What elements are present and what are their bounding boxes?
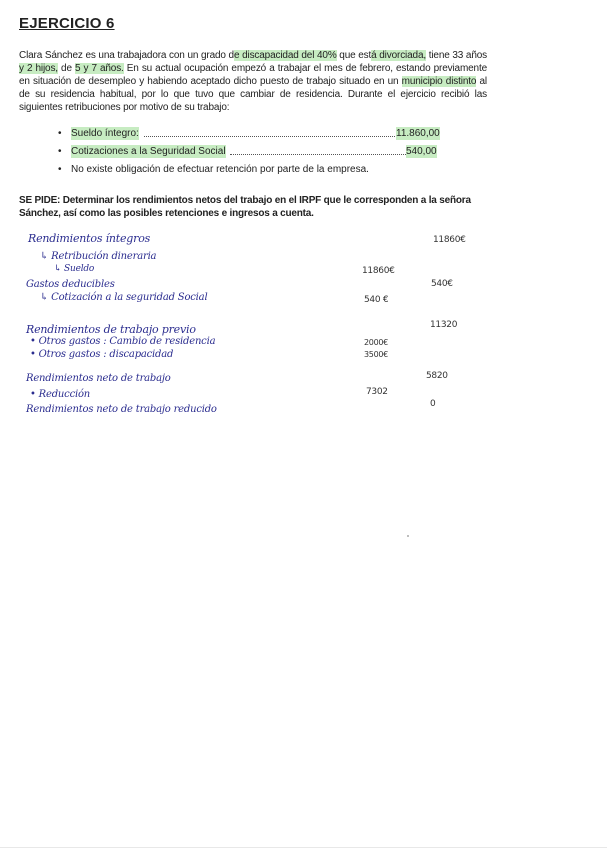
handwritten-line: • Reducción xyxy=(30,389,91,400)
handwritten-line: ↳ Cotización a la seguridad Social xyxy=(40,292,208,303)
statement-text: que est xyxy=(336,50,372,61)
handwritten-value: 11860€ xyxy=(433,235,466,245)
scan-speck xyxy=(407,535,409,537)
highlighted-text: y 2 hijos, xyxy=(19,63,58,74)
item-value: 540,00 xyxy=(406,146,437,157)
handwritten-line: Rendimientos íntegros xyxy=(28,232,151,245)
handwritten-line: Rendimientos neto de trabajo reducido xyxy=(26,404,217,415)
handwritten-value: 7302 xyxy=(366,387,388,397)
item-label: Cotizaciones a la Seguridad Social xyxy=(71,146,226,157)
bullet-icon: • xyxy=(58,146,62,157)
handwritten-value: 3500€ xyxy=(364,350,388,359)
dotted-leader xyxy=(144,136,395,137)
handwritten-line: ↳ Sueldo xyxy=(54,264,95,274)
statement-text: Clara Sánchez es una trabajadora con un grado d xyxy=(19,50,234,61)
exercise-title: EJERCICIO 6 xyxy=(19,15,115,32)
handwritten-line: Rendimientos de trabajo previo xyxy=(26,323,196,336)
handwritten-line: Rendimientos neto de trabajo xyxy=(26,373,171,384)
bullet-icon: • xyxy=(58,128,62,139)
handwritten-line: ↳ Retribución dineraria xyxy=(40,251,157,262)
list-item xyxy=(58,145,444,158)
highlighted-text: e discapacidad del 40% xyxy=(233,50,337,61)
statement-text: al de su residencia habitual, por lo que tuvo que cambiar de residencia. Durante el ejercicio recibió las siguientes retribuciones por motivo de su trabajo: xyxy=(19,76,487,113)
problem-statement xyxy=(19,49,487,114)
handwritten-value: 11860€ xyxy=(362,266,395,276)
item-value: 11.860,00 xyxy=(396,128,440,139)
task-prompt: SE PIDE: Determinar los rendimientos netos del trabajo en el IRPF que le corresponden a la señora Sánchez, así como las posibles retenciones e ingresos a cuenta. xyxy=(19,195,471,219)
list-item xyxy=(58,127,444,140)
item-label: Sueldo íntegro: xyxy=(71,128,139,139)
highlighted-text: 5 y 7 años. xyxy=(74,63,124,74)
highlighted-text: municipio distinto xyxy=(401,76,477,87)
highlighted-text: á divorciada, xyxy=(371,50,426,61)
statement-text: tiene 33 años xyxy=(425,50,487,61)
handwritten-value: 540€ xyxy=(431,279,453,289)
dotted-leader xyxy=(230,154,406,155)
handwritten-line: • Otros gastos : Cambio de residencia xyxy=(30,336,216,347)
handwritten-line: • Otros gastos : discapacidad xyxy=(30,349,174,360)
statement-text: de xyxy=(57,63,75,74)
bullet-icon: • xyxy=(58,164,62,175)
handwritten-value: 540 € xyxy=(364,295,389,305)
handwritten-value: 2000€ xyxy=(364,338,388,347)
statement-text: En su actual ocupación empezó a trabajar el mes de febrero, estando previamente en situación de desempleo y habiendo aceptado dicho puesto de trabajo situado en un xyxy=(19,63,487,87)
handwritten-value: 5820 xyxy=(426,371,448,381)
item-label: No existe obligación de efectuar retención por parte de la empresa. xyxy=(71,164,369,175)
handwritten-value: 0 xyxy=(430,399,436,409)
handwritten-value: 11320 xyxy=(430,320,458,330)
handwritten-line: Gastos deducibles xyxy=(26,279,115,290)
